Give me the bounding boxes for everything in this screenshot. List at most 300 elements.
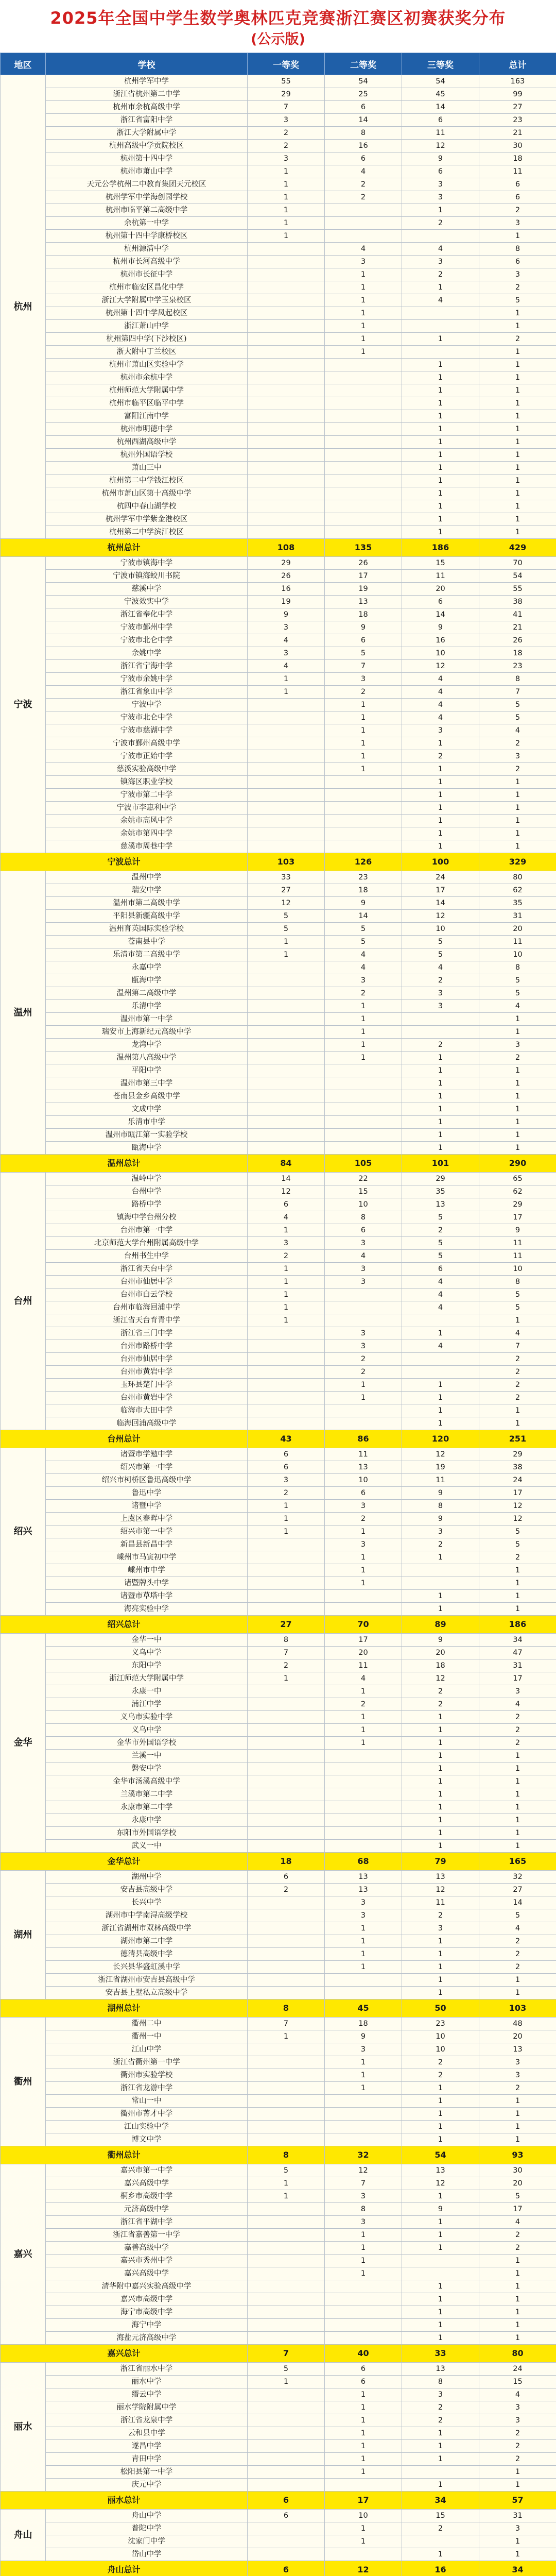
table-row bbox=[1, 2203, 556, 2216]
first-prize-count bbox=[248, 750, 325, 763]
school-name: 兰溪市第二中学 bbox=[46, 1788, 248, 1801]
third-prize-count: 4 bbox=[402, 1289, 479, 1301]
first-prize-count bbox=[248, 724, 325, 737]
school-name: 诸暨中学 bbox=[46, 1500, 248, 1513]
total-count: 1 bbox=[479, 815, 556, 827]
school-name: 衢州一中 bbox=[46, 2030, 248, 2043]
second-prize-count: 1 bbox=[325, 2388, 402, 2401]
table-row bbox=[1, 243, 556, 256]
total-count: 1 bbox=[479, 2095, 556, 2108]
region-cell: 嘉兴 bbox=[1, 2164, 46, 2345]
second-prize-count bbox=[325, 384, 402, 397]
third-prize-count: 1 bbox=[402, 2121, 479, 2133]
summary-value: 89 bbox=[402, 1616, 479, 1634]
total-count: 1 bbox=[479, 2306, 556, 2319]
school-name: 永康中学 bbox=[46, 1814, 248, 1827]
second-prize-count bbox=[325, 802, 402, 815]
table-row bbox=[1, 204, 556, 217]
third-prize-count: 1 bbox=[402, 513, 479, 526]
first-prize-count bbox=[248, 1116, 325, 1129]
school-name: 余姚市高风中学 bbox=[46, 815, 248, 827]
table-row bbox=[1, 1974, 556, 1987]
table-row bbox=[1, 897, 556, 910]
total-count: 4 bbox=[479, 1327, 556, 1340]
first-prize-count bbox=[248, 961, 325, 974]
first-prize-count: 4 bbox=[248, 660, 325, 673]
second-prize-count bbox=[325, 1840, 402, 1853]
region-summary-row bbox=[1, 2561, 556, 2576]
summary-value: 165 bbox=[479, 1853, 556, 1871]
school-name: 台州中学 bbox=[46, 1185, 248, 1198]
third-prize-count: 1 bbox=[402, 2108, 479, 2121]
school-name: 浙江省象山中学 bbox=[46, 686, 248, 699]
school-name: 磐安中学 bbox=[46, 1762, 248, 1775]
summary-label: 舟山总计 bbox=[1, 2561, 248, 2576]
second-prize-count: 18 bbox=[325, 2018, 402, 2030]
first-prize-count bbox=[248, 294, 325, 307]
table-row bbox=[1, 1224, 556, 1237]
total-count: 21 bbox=[479, 621, 556, 634]
school-name: 浙江省龙游中学 bbox=[46, 2082, 248, 2095]
first-prize-count bbox=[248, 840, 325, 853]
first-prize-count: 19 bbox=[248, 596, 325, 608]
total-count: 70 bbox=[479, 557, 556, 570]
second-prize-count bbox=[325, 2332, 402, 2345]
second-prize-count: 1 bbox=[325, 1392, 402, 1404]
table-row bbox=[1, 333, 556, 346]
third-prize-count: 12 bbox=[402, 2177, 479, 2190]
total-count: 1 bbox=[479, 1013, 556, 1026]
third-prize-count: 1 bbox=[402, 526, 479, 539]
header-third-prize: 三等奖 bbox=[402, 53, 479, 75]
third-prize-count: 1 bbox=[402, 2216, 479, 2229]
school-name: 天元公学杭州二中教育集团天元校区 bbox=[46, 178, 248, 191]
second-prize-count: 18 bbox=[325, 884, 402, 897]
summary-value: 100 bbox=[402, 853, 479, 871]
summary-value: 86 bbox=[325, 1430, 402, 1448]
total-count: 1 bbox=[479, 1788, 556, 1801]
first-prize-count: 1 bbox=[248, 1513, 325, 1526]
first-prize-count bbox=[248, 371, 325, 384]
total-count: 17 bbox=[479, 2203, 556, 2216]
table-row bbox=[1, 2056, 556, 2069]
third-prize-count: 11 bbox=[402, 1474, 479, 1487]
third-prize-count: 1 bbox=[402, 1077, 479, 1090]
second-prize-count: 3 bbox=[325, 1263, 402, 1276]
summary-value: 126 bbox=[325, 853, 402, 871]
third-prize-count bbox=[402, 346, 479, 359]
second-prize-count: 1 bbox=[325, 1737, 402, 1750]
third-prize-count: 1 bbox=[402, 1762, 479, 1775]
total-count: 31 bbox=[479, 910, 556, 923]
table-row bbox=[1, 1417, 556, 1430]
table-row bbox=[1, 1526, 556, 1538]
third-prize-count: 1 bbox=[402, 436, 479, 449]
school-name: 海盐元济高级中学 bbox=[46, 2332, 248, 2345]
table-row bbox=[1, 2043, 556, 2056]
second-prize-count: 11 bbox=[325, 1448, 402, 1461]
total-count: 1 bbox=[479, 827, 556, 840]
header-school: 学校 bbox=[46, 53, 248, 75]
third-prize-count: 17 bbox=[402, 884, 479, 897]
table-row bbox=[1, 320, 556, 333]
total-count: 5 bbox=[479, 294, 556, 307]
total-count: 38 bbox=[479, 596, 556, 608]
table-row bbox=[1, 384, 556, 397]
total-count: 1 bbox=[479, 1417, 556, 1430]
total-count: 2 bbox=[479, 2440, 556, 2453]
first-prize-count bbox=[248, 699, 325, 711]
table-row bbox=[1, 2401, 556, 2414]
table-row bbox=[1, 1185, 556, 1198]
total-count: 2 bbox=[479, 333, 556, 346]
table-row bbox=[1, 1840, 556, 1853]
first-prize-count: 1 bbox=[248, 1263, 325, 1276]
third-prize-count: 1 bbox=[402, 802, 479, 815]
third-prize-count: 1 bbox=[402, 1417, 479, 1430]
summary-label: 杭州总计 bbox=[1, 539, 248, 557]
total-count: 2 bbox=[479, 281, 556, 294]
table-row bbox=[1, 2030, 556, 2043]
school-name: 温州市瓯江第一实验学校 bbox=[46, 1129, 248, 1142]
first-prize-count bbox=[248, 763, 325, 776]
first-prize-count: 1 bbox=[248, 217, 325, 230]
first-prize-count: 1 bbox=[248, 936, 325, 948]
first-prize-count bbox=[248, 1814, 325, 1827]
table-row bbox=[1, 2363, 556, 2376]
third-prize-count: 1 bbox=[402, 763, 479, 776]
total-count: 34 bbox=[479, 1634, 556, 1647]
total-count: 1 bbox=[479, 449, 556, 462]
third-prize-count: 1 bbox=[402, 1788, 479, 1801]
third-prize-count: 11 bbox=[402, 570, 479, 583]
first-prize-count bbox=[248, 1564, 325, 1577]
total-count: 2 bbox=[479, 1737, 556, 1750]
school-name: 玉环县楚门中学 bbox=[46, 1379, 248, 1392]
first-prize-count bbox=[248, 827, 325, 840]
total-count: 1 bbox=[479, 2332, 556, 2345]
table-row bbox=[1, 2453, 556, 2466]
third-prize-count: 3 bbox=[402, 987, 479, 1000]
total-count: 80 bbox=[479, 871, 556, 884]
second-prize-count: 1 bbox=[325, 1039, 402, 1052]
third-prize-count: 15 bbox=[402, 2510, 479, 2522]
school-name: 永嘉中学 bbox=[46, 961, 248, 974]
second-prize-count: 9 bbox=[325, 2030, 402, 2043]
third-prize-count: 1 bbox=[402, 2095, 479, 2108]
first-prize-count bbox=[248, 2319, 325, 2332]
school-name: 青田中学 bbox=[46, 2453, 248, 2466]
third-prize-count: 45 bbox=[402, 88, 479, 101]
second-prize-count: 1 bbox=[325, 2522, 402, 2535]
third-prize-count: 1 bbox=[402, 1551, 479, 1564]
third-prize-count: 1 bbox=[402, 1404, 479, 1417]
table-row bbox=[1, 1103, 556, 1116]
table-row bbox=[1, 724, 556, 737]
second-prize-count bbox=[325, 462, 402, 474]
second-prize-count bbox=[325, 2108, 402, 2121]
second-prize-count: 1 bbox=[325, 2069, 402, 2082]
table-row bbox=[1, 1922, 556, 1935]
table-row bbox=[1, 2306, 556, 2319]
summary-value: 79 bbox=[402, 1853, 479, 1871]
total-count: 1 bbox=[479, 500, 556, 513]
second-prize-count: 14 bbox=[325, 114, 402, 127]
first-prize-count: 5 bbox=[248, 2363, 325, 2376]
first-prize-count bbox=[248, 2069, 325, 2082]
first-prize-count bbox=[248, 2133, 325, 2146]
region-summary-row bbox=[1, 1616, 556, 1634]
school-name: 宁波市镇海蛟川书院 bbox=[46, 570, 248, 583]
first-prize-count bbox=[248, 1698, 325, 1711]
table-row bbox=[1, 1013, 556, 1026]
second-prize-count bbox=[325, 1404, 402, 1417]
school-name: 义乌中学 bbox=[46, 1724, 248, 1737]
school-name: 杭州市萧山区第十高级中学 bbox=[46, 487, 248, 500]
second-prize-count bbox=[325, 449, 402, 462]
total-count: 1 bbox=[479, 474, 556, 487]
first-prize-count bbox=[248, 1538, 325, 1551]
third-prize-count: 1 bbox=[402, 281, 479, 294]
school-name: 浙江省湖州市安吉县高级中学 bbox=[46, 1974, 248, 1987]
third-prize-count: 2 bbox=[402, 1698, 479, 1711]
first-prize-count: 2 bbox=[248, 1487, 325, 1500]
second-prize-count: 8 bbox=[325, 2203, 402, 2216]
total-count: 5 bbox=[479, 1538, 556, 1551]
total-count: 1 bbox=[479, 2121, 556, 2133]
school-name: 杭州市萧山区实验中学 bbox=[46, 359, 248, 371]
third-prize-count: 2 bbox=[402, 2069, 479, 2082]
region-summary-row bbox=[1, 1430, 556, 1448]
total-count: 1 bbox=[479, 1987, 556, 1999]
third-prize-count: 29 bbox=[402, 1173, 479, 1185]
total-count: 1 bbox=[479, 1750, 556, 1762]
region-cell: 台州 bbox=[1, 1173, 46, 1430]
school-name: 义乌市实验中学 bbox=[46, 1711, 248, 1724]
second-prize-count: 7 bbox=[325, 660, 402, 673]
second-prize-count: 6 bbox=[325, 634, 402, 647]
total-count: 1 bbox=[479, 2548, 556, 2561]
school-name: 瓯海中学 bbox=[46, 1142, 248, 1155]
second-prize-count: 1 bbox=[325, 281, 402, 294]
second-prize-count: 13 bbox=[325, 1884, 402, 1896]
second-prize-count: 15 bbox=[325, 1185, 402, 1198]
table-row bbox=[1, 583, 556, 596]
school-name: 鲁迅中学 bbox=[46, 1487, 248, 1500]
total-count: 3 bbox=[479, 268, 556, 281]
summary-value: 329 bbox=[479, 853, 556, 871]
third-prize-count: 1 bbox=[402, 1603, 479, 1616]
table-row bbox=[1, 840, 556, 853]
third-prize-count: 2 bbox=[402, 2414, 479, 2427]
table-row bbox=[1, 1884, 556, 1896]
table-row bbox=[1, 371, 556, 384]
first-prize-count: 6 bbox=[248, 1198, 325, 1211]
third-prize-count: 2 bbox=[402, 268, 479, 281]
second-prize-count: 13 bbox=[325, 1871, 402, 1884]
table-row bbox=[1, 436, 556, 449]
table-row bbox=[1, 1698, 556, 1711]
summary-value: 8 bbox=[248, 2146, 325, 2164]
third-prize-count: 2 bbox=[402, 1538, 479, 1551]
total-count: 2 bbox=[479, 763, 556, 776]
third-prize-count: 1 bbox=[402, 2440, 479, 2453]
total-count: 1 bbox=[479, 1314, 556, 1327]
total-count: 3 bbox=[479, 2056, 556, 2069]
first-prize-count bbox=[248, 2306, 325, 2319]
table-row bbox=[1, 513, 556, 526]
table-row bbox=[1, 1685, 556, 1698]
table-row bbox=[1, 1474, 556, 1487]
total-count: 1 bbox=[479, 2535, 556, 2548]
first-prize-count bbox=[248, 243, 325, 256]
header-first-prize: 一等奖 bbox=[248, 53, 325, 75]
third-prize-count: 1 bbox=[402, 1129, 479, 1142]
school-name: 浙江省杭州第二中学 bbox=[46, 88, 248, 101]
table-row bbox=[1, 191, 556, 204]
school-name: 乐清中学 bbox=[46, 1000, 248, 1013]
second-prize-count: 4 bbox=[325, 961, 402, 974]
first-prize-count: 12 bbox=[248, 1185, 325, 1198]
total-count: 30 bbox=[479, 2164, 556, 2177]
first-prize-count bbox=[248, 974, 325, 987]
summary-value: 16 bbox=[402, 2561, 479, 2576]
first-prize-count bbox=[248, 526, 325, 539]
third-prize-count: 1 bbox=[402, 333, 479, 346]
second-prize-count: 1 bbox=[325, 320, 402, 333]
third-prize-count: 4 bbox=[402, 243, 479, 256]
table-row bbox=[1, 268, 556, 281]
total-count: 4 bbox=[479, 1000, 556, 1013]
table-row bbox=[1, 1263, 556, 1276]
table-row bbox=[1, 1775, 556, 1788]
table-row bbox=[1, 1750, 556, 1762]
third-prize-count: 2 bbox=[402, 1685, 479, 1698]
third-prize-count: 2 bbox=[402, 1039, 479, 1052]
third-prize-count: 3 bbox=[402, 724, 479, 737]
school-name: 平阳县新疆高级中学 bbox=[46, 910, 248, 923]
second-prize-count: 1 bbox=[325, 2414, 402, 2427]
third-prize-count: 4 bbox=[402, 686, 479, 699]
table-row bbox=[1, 621, 556, 634]
total-count: 18 bbox=[479, 647, 556, 660]
region-cell: 舟山 bbox=[1, 2510, 46, 2561]
school-name: 温州市第一中学 bbox=[46, 1013, 248, 1026]
second-prize-count bbox=[325, 436, 402, 449]
table-row bbox=[1, 2466, 556, 2479]
table-row bbox=[1, 987, 556, 1000]
second-prize-count: 6 bbox=[325, 2363, 402, 2376]
school-name: 东阳中学 bbox=[46, 1659, 248, 1672]
total-count: 1 bbox=[479, 776, 556, 789]
summary-value: 103 bbox=[479, 1999, 556, 2018]
first-prize-count bbox=[248, 513, 325, 526]
third-prize-count: 1 bbox=[402, 371, 479, 384]
first-prize-count bbox=[248, 987, 325, 1000]
third-prize-count: 15 bbox=[402, 557, 479, 570]
summary-label: 绍兴总计 bbox=[1, 1616, 248, 1634]
school-name: 浙江师范大学附属中学 bbox=[46, 1672, 248, 1685]
third-prize-count: 1 bbox=[402, 1935, 479, 1948]
total-count: 2 bbox=[479, 1711, 556, 1724]
table-row bbox=[1, 2133, 556, 2146]
school-name: 衢州市实验学校 bbox=[46, 2069, 248, 2082]
second-prize-count: 2 bbox=[325, 1513, 402, 1526]
school-name: 诸暨市草塔中学 bbox=[46, 1590, 248, 1603]
second-prize-count: 20 bbox=[325, 1647, 402, 1659]
first-prize-count: 1 bbox=[248, 948, 325, 961]
third-prize-count: 4 bbox=[402, 1276, 479, 1289]
third-prize-count: 14 bbox=[402, 608, 479, 621]
total-count: 1 bbox=[479, 371, 556, 384]
total-count: 1 bbox=[479, 1762, 556, 1775]
second-prize-count: 1 bbox=[325, 268, 402, 281]
second-prize-count: 2 bbox=[325, 1698, 402, 1711]
first-prize-count bbox=[248, 268, 325, 281]
first-prize-count bbox=[248, 2255, 325, 2267]
table-row bbox=[1, 1871, 556, 1884]
total-count: 20 bbox=[479, 2177, 556, 2190]
school-name: 金华市汤溪高级中学 bbox=[46, 1775, 248, 1788]
second-prize-count: 9 bbox=[325, 621, 402, 634]
third-prize-count: 1 bbox=[402, 1737, 479, 1750]
second-prize-count bbox=[325, 1750, 402, 1762]
school-name: 浙江省天台中学 bbox=[46, 1263, 248, 1276]
second-prize-count: 3 bbox=[325, 1896, 402, 1909]
school-name: 浦江中学 bbox=[46, 1698, 248, 1711]
first-prize-count bbox=[248, 711, 325, 724]
summary-value: 54 bbox=[402, 2146, 479, 2164]
total-count: 6 bbox=[479, 256, 556, 268]
third-prize-count: 1 bbox=[402, 397, 479, 410]
total-count: 24 bbox=[479, 1474, 556, 1487]
total-count: 2 bbox=[479, 1935, 556, 1948]
total-count: 1 bbox=[479, 2108, 556, 2121]
first-prize-count bbox=[248, 1590, 325, 1603]
total-count: 5 bbox=[479, 1526, 556, 1538]
total-count: 1 bbox=[479, 436, 556, 449]
second-prize-count: 1 bbox=[325, 699, 402, 711]
first-prize-count bbox=[248, 1077, 325, 1090]
school-name: 浙江省三门中学 bbox=[46, 1327, 248, 1340]
table-row bbox=[1, 217, 556, 230]
total-count: 10 bbox=[479, 1263, 556, 1276]
total-count: 1 bbox=[479, 1129, 556, 1142]
school-name: 诸暨市学勉中学 bbox=[46, 1448, 248, 1461]
second-prize-count: 12 bbox=[325, 2164, 402, 2177]
first-prize-count bbox=[248, 1090, 325, 1103]
table-row bbox=[1, 1724, 556, 1737]
third-prize-count: 1 bbox=[402, 1961, 479, 1974]
table-row bbox=[1, 2229, 556, 2242]
first-prize-count bbox=[248, 1840, 325, 1853]
table-row bbox=[1, 961, 556, 974]
first-prize-count bbox=[248, 1909, 325, 1922]
third-prize-count: 1 bbox=[402, 2133, 479, 2146]
first-prize-count bbox=[248, 815, 325, 827]
total-count: 3 bbox=[479, 750, 556, 763]
school-name: 余姚市第四中学 bbox=[46, 827, 248, 840]
total-count: 4 bbox=[479, 2216, 556, 2229]
school-name: 杭州第二中学钱江校区 bbox=[46, 474, 248, 487]
summary-value: 251 bbox=[479, 1430, 556, 1448]
school-name: 宁波市北仑中学 bbox=[46, 634, 248, 647]
first-prize-count bbox=[248, 384, 325, 397]
total-count: 1 bbox=[479, 1064, 556, 1077]
total-count: 2 bbox=[479, 1379, 556, 1392]
school-name: 嵊州市马寅初中学 bbox=[46, 1551, 248, 1564]
second-prize-count bbox=[325, 776, 402, 789]
